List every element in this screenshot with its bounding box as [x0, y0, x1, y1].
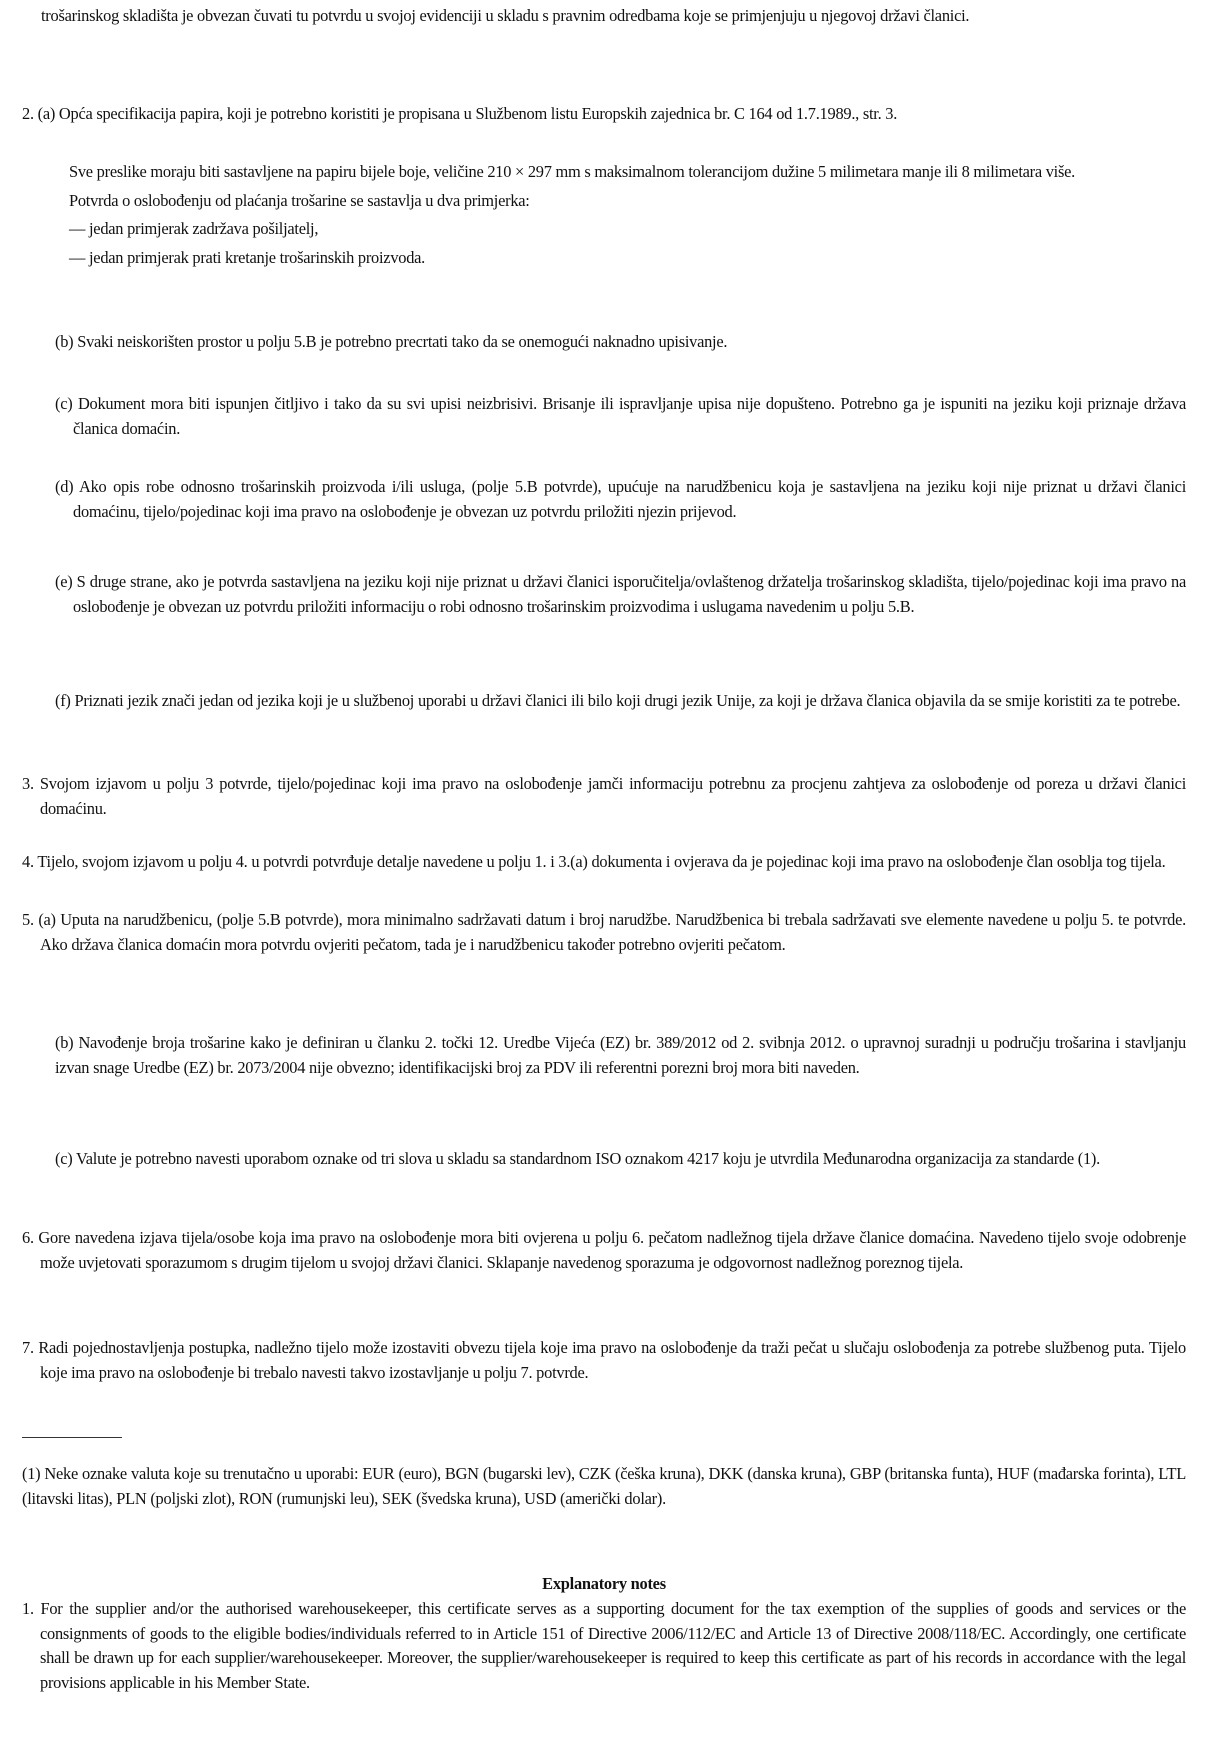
item-3: 3. Svojom izjavom u polju 3 potvrde, tijelo/pojedinac koji ima pravo na oslobođenje jamči informaciju potrebnu za procjenu zahtjeva za oslobođenje od poreza u državi članici domaćinu.: [22, 774, 1186, 818]
copies-paragraph: Potvrda o oslobođenju od plaćanja trošarine se sastavlja u dva primjerka:: [69, 190, 530, 210]
item-2e: (e) S druge strane, ako je potvrda sastavljena na jeziku koji nije priznat u državi članici isporučitelja/ovlaštenog držatelja trošarinskog skladišta, tijelo/pojedinac koji ima pravo na oslobođenje je obvezan uz potvrdu priložiti informaciju o robi odnosno trošarinskim proizvodima i uslugama navedenim u polju 5.B.: [55, 572, 1186, 616]
item-2a: 2. (a) Opća specifikacija papira, koji je potrebno koristiti je propisana u Službenom listu Europskih zajednica br. C 164 od 1.7.1989., str. 3.: [22, 104, 898, 123]
item-7: 7. Radi pojednostavljenja postupka, nadležno tijelo može izostaviti obvezu tijela koje ima pravo na oslobođenje da traži pečat u slučaju oslobođenja za potrebe službenog puta. Tijelo koje ima pravo na oslobođenje bi trebalo navesti takvo izostavljanje u polju 7. potvrde.: [22, 1338, 1186, 1382]
item-2b: (b) Svaki neiskorišten prostor u polju 5.B je potrebno precrtati tako da se onemogući naknadno upisivanje.: [55, 332, 728, 351]
item-2f: (f) Priznati jezik znači jedan od jezika koji je u službenoj uporabi u državi članici ili bilo koji drugi jezik Unije, za koji je država članica objavila da se smije koristiti za te potrebe.: [55, 691, 1181, 710]
paper-size-paragraph: Sve preslike moraju biti sastavljene na papiru bijele boje, veličine 210 × 297 mm s maksimalnom tolerancijom dužine 5 milimetara manje ili 8 milimetara više.: [69, 162, 1075, 181]
item-2c: (c) Dokument mora biti ispunjen čitljivo i tako da su svi upisi neizbrisivi. Brisanje ili ispravljanje upisa nije dopušteno. Potrebno ga je ispuniti na jeziku koji priznaje država članica domaćin.: [55, 394, 1186, 438]
item-4: 4. Tijelo, svojom izjavom u polju 4. u potvrdi potvrđuje detalje navedene u polju 1. i 3.(a) dokumenta i ovjerava da je pojedinac koji ima pravo na oslobođenje član osoblja tog tijela.: [22, 852, 1166, 871]
footnote-separator: [22, 1437, 122, 1438]
item-6: 6. Gore navedena izjava tijela/osobe koja ima pravo na oslobođenje mora biti ovjerena u polju 6. pečatom nadležnog tijela države članice domaćina. Navedeno tijelo svoje odobrenje može uvjetovati sporazumom s drugim tijelom u svojoj državi članici. Sklapanje navedenog sporazuma je odgovornost nadležnog poreznog tijela.: [22, 1228, 1186, 1272]
copy-sender: — jedan primjerak zadržava pošiljatelj,: [69, 219, 319, 238]
intro-continuation: trošarinskog skladišta je obvezan čuvati tu potvrdu u svojoj evidenciji u skladu s pravnim odredbama koje se primjenjuju u njegovoj državi članici.: [41, 6, 970, 25]
explanatory-notes-title: Explanatory notes: [542, 1574, 666, 1593]
item-2a-details: [69, 160, 1186, 270]
copy-movement: — jedan primjerak prati kretanje trošarinskih proizvoda.: [69, 247, 426, 267]
item-5a: 5. (a) Uputa na narudžbenicu, (polje 5.B potvrde), mora minimalno sadržavati datum i broj narudžbe. Narudžbenica bi trebala sadržavati sve elemente navedene u polju 5. te potvrde. Ako država članica domaćin mora potvrdu ovjeriti pečatom, tada je i narudžbenicu također potrebno ovjeriti pečatom.: [22, 910, 1186, 954]
explanatory-note-1: 1. For the supplier and/or the authorised warehousekeeper, this certificate serves as a supporting document for the tax exemption of the supplies of goods and services or the consignments of goods to the eligible bodies/individuals referred to in Article 151 of Directive 2006/112/EC and Article 13 of Directive 2008/118/EC. Accordingly, one certificate shall be drawn up for each supplier/warehousekeeper. Moreover, the supplier/warehousekeeper is required to keep this certificate as part of his records in accordance with the legal provisions applicable in his Member State.: [22, 1599, 1186, 1692]
footnote-1: (1) Neke oznake valuta koje su trenutačno u uporabi: EUR (euro), BGN (bugarski lev), CZK (češka kruna), DKK (danska kruna), GBP (britanska funta), HUF (mađarska forinta), LTL (litavski litas), PLN (poljski zlot), RON (rumunjski leu), SEK (švedska kruna), USD (američki dolar).: [22, 1464, 1186, 1508]
item-5b: (b) Navođenje broja trošarine kako je definiran u članku 2. točki 12. Uredbe Vijeća (EZ) br. 389/2012 od 2. svibnja 2012. o upravnoj suradnji u području trošarina i stavljanju izvan snage Uredbe (EZ) br. 2073/2004 nije obvezno; identifikacijski broj za PDV ili referentni porezni broj mora biti naveden.: [55, 1033, 1186, 1077]
item-2d: (d) Ako opis robe odnosno trošarinskih proizvoda i/ili usluga, (polje 5.B potvrde), upućuje na narudžbenicu koja je sastavljena na jeziku koji nije priznat u državi članici domaćinu, tijelo/pojedinac koji ima pravo na oslobođenje je obvezan uz potvrdu priložiti njezin prijevod.: [55, 477, 1186, 521]
item-5c: (c) Valute je potrebno navesti uporabom oznake od tri slova u skladu sa standardnom ISO oznakom 4217 koju je utvrdila Međunarodna organizacija za standarde (1).: [55, 1149, 1100, 1168]
